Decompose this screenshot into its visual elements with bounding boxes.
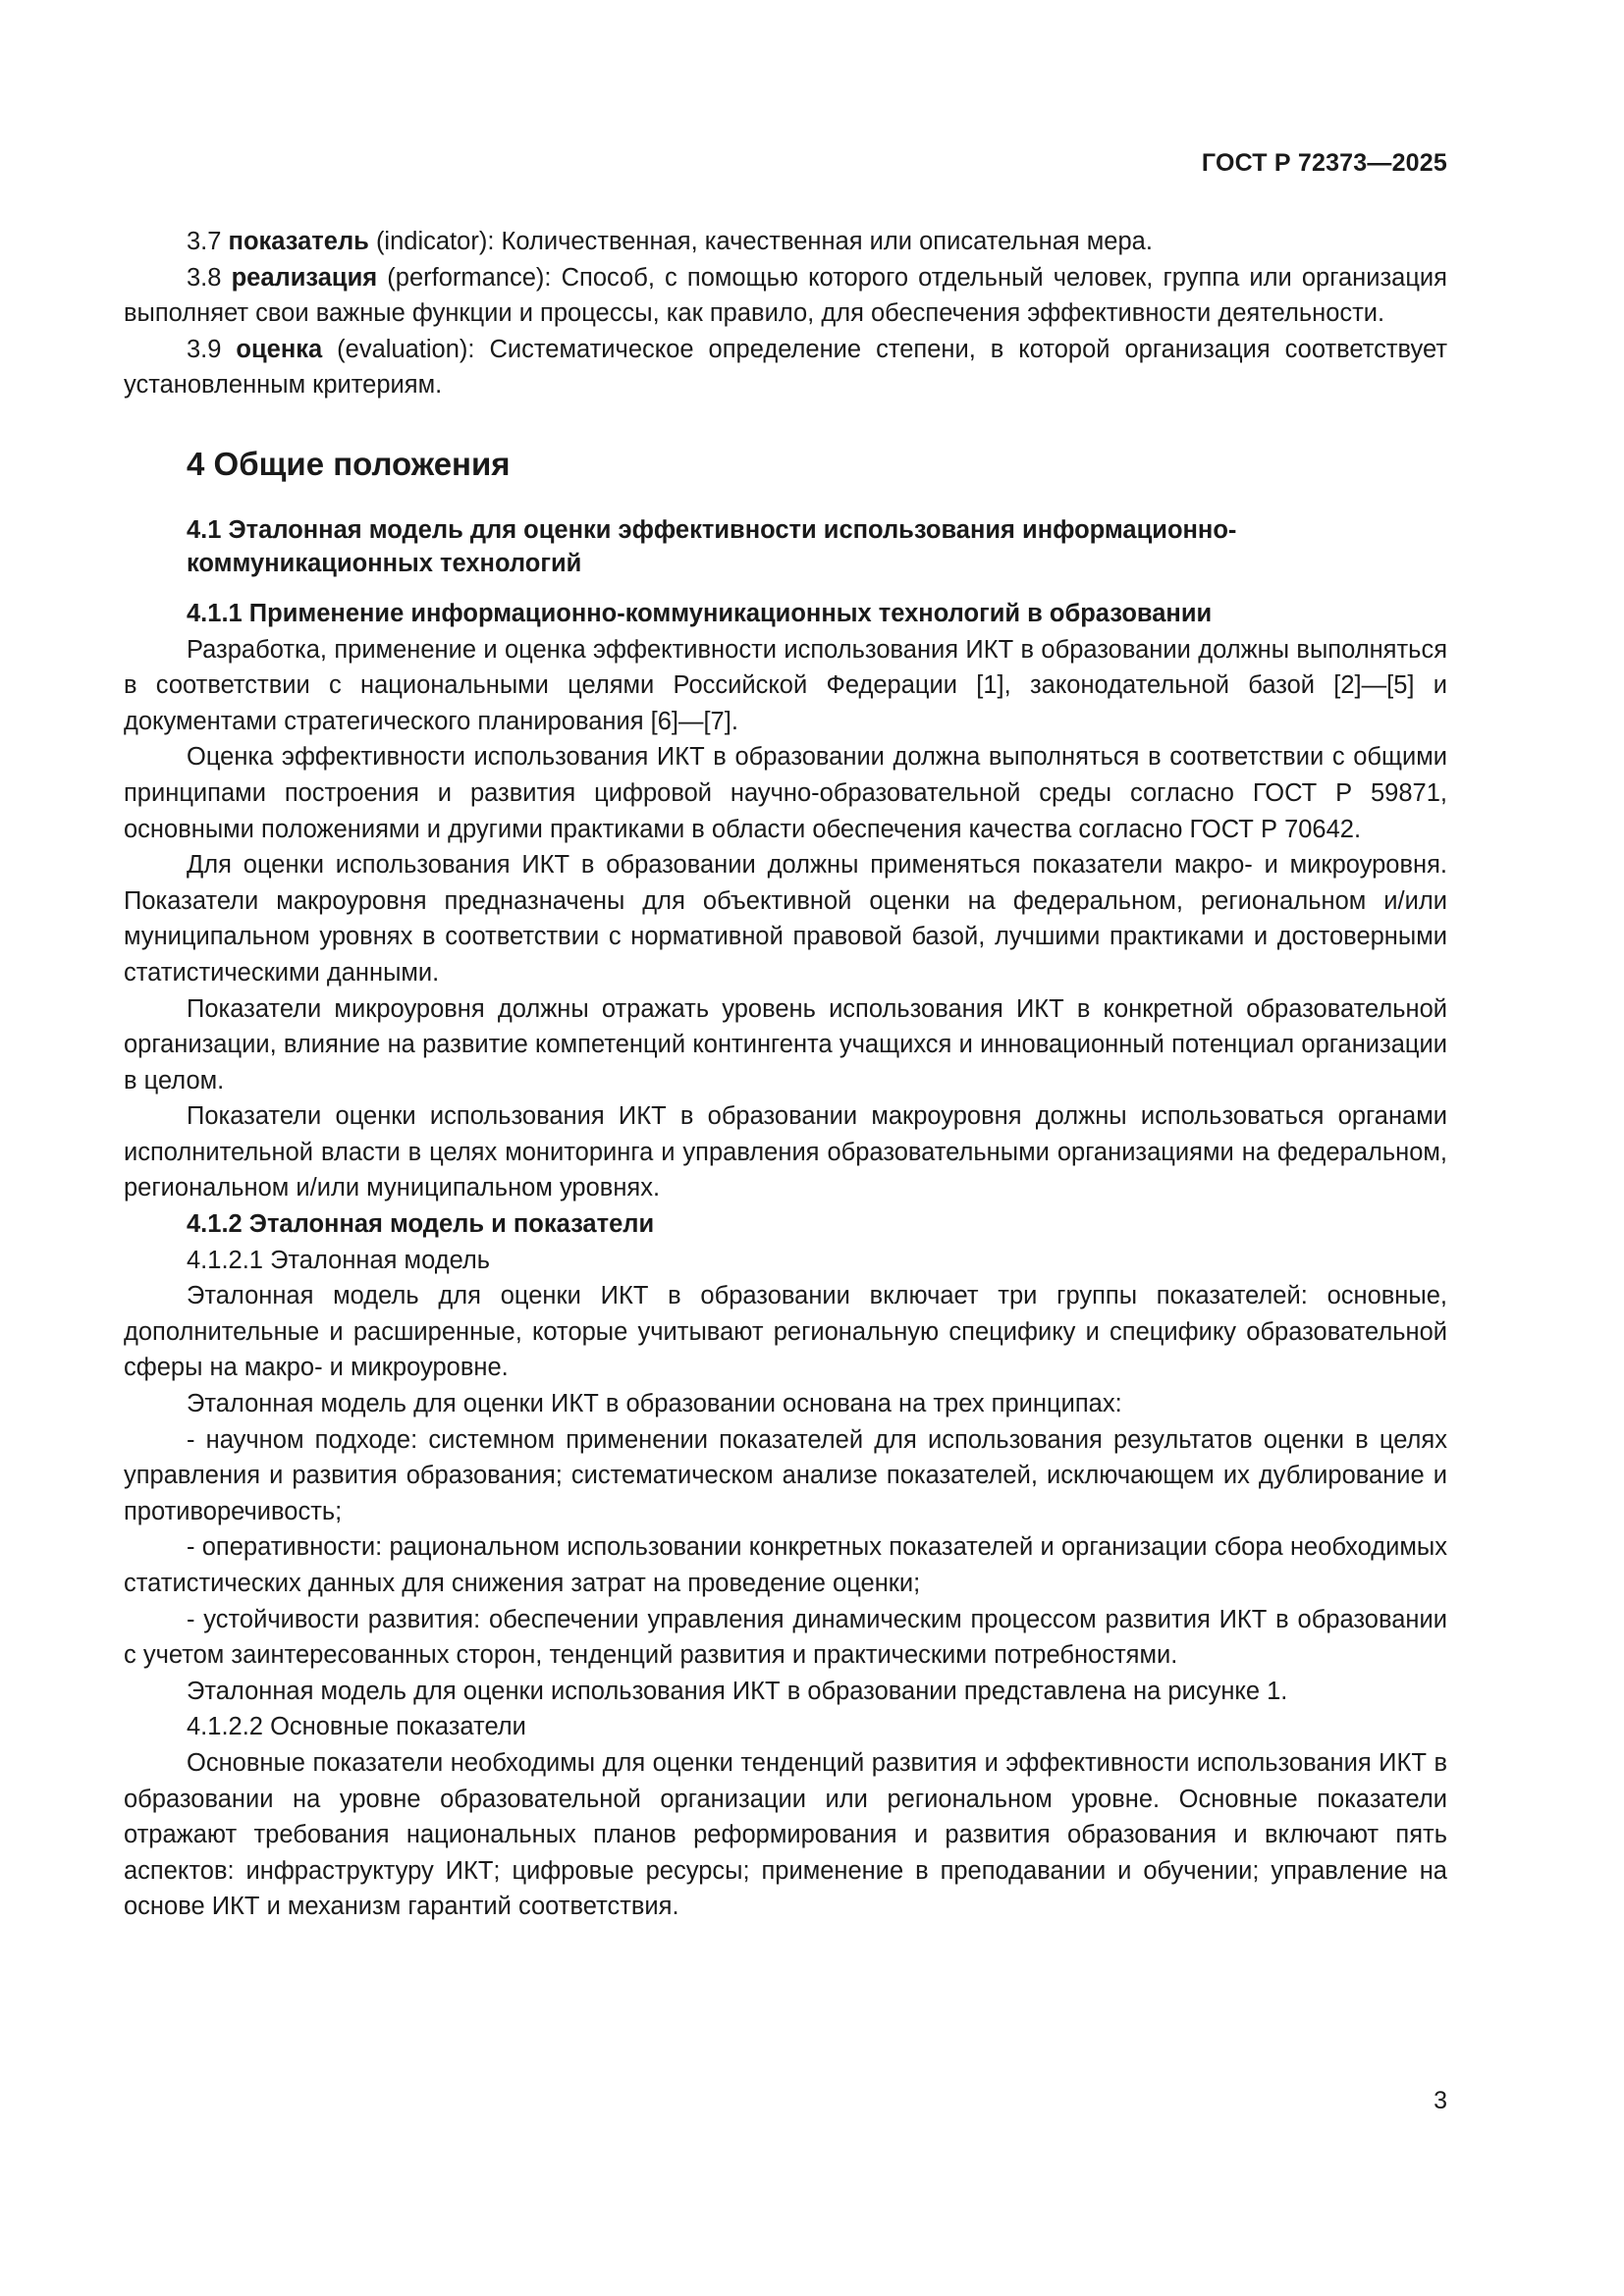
definition-number: 3.8 <box>187 263 222 292</box>
page-number: 3 <box>1434 2087 1447 2114</box>
paragraph: Эталонная модель для оценки ИКТ в образовании основана на трех принципах: <box>187 1390 1122 1418</box>
list-item: - оперативности: рациональном использовании конкретных показателей и организации сбора необходимых статистических данных для снижения затрат на проведение оценки; <box>124 1533 1447 1597</box>
paragraph: Основные показатели необходимы для оценки тенденций развития и эффективности использования ИКТ в образовании на уровне образовательной организации или региональном уровне. Основные показатели отражают требования национальных планов реформирования и развития образования и включают пять аспектов: инфраструктуру ИКТ; цифровые ресурсы; применение в преподавании и обучении; управление на основе ИКТ и механизм гарантий соответствия. <box>124 1748 1447 1921</box>
definition-3-9 <box>124 332 1447 403</box>
definition-term: оценка <box>236 335 323 363</box>
subsection-4-1-1-heading: 4.1.1 Применение информационно-коммуникационных технологий в образовании <box>187 599 1213 627</box>
definition-number: 3.7 <box>187 228 222 255</box>
definition-3-7 <box>124 224 1447 260</box>
definition-english: (indicator) <box>368 228 488 255</box>
subsection-4-1-2-1-heading: 4.1.2.1 Эталонная модель <box>187 1246 491 1274</box>
paragraph: Разработка, применение и оценка эффективности использования ИКТ в образовании должны выполняться в соответствии с национальными целями Российской Федерации [1], законодательной базой [2]—[5] и документами стратегического планирования [6]—[7]. <box>124 635 1447 735</box>
subsection-4-1-2-2-heading: 4.1.2.2 Основные показатели <box>187 1713 526 1741</box>
page-content <box>124 224 1447 1925</box>
document-header: ГОСТ Р 72373—2025 <box>1201 149 1447 177</box>
section-4-heading: 4 Общие положения <box>187 445 511 482</box>
definition-number: 3.9 <box>187 335 222 363</box>
list-item: - устойчивости развития: обеспечении управления динамическим процессом развития ИКТ в образовании с учетом заинтересованных сторон, тенденций развития и практическими потребностями. <box>124 1605 1447 1670</box>
paragraph: Для оценки использования ИКТ в образовании должны применяться показатели макро- и микроуровня. Показатели макроуровня предназначены для объективной оценки на федеральном, региональном и/или муниципальном уровнях в соответствии с нормативной правовой базой, лучшими практиками и достоверными статистическими данными. <box>124 851 1447 987</box>
definition-text: : Систематическое определение степени, в которой организация соответствует установленным критериям. <box>124 335 1447 400</box>
definition-english: (performance) <box>377 263 545 292</box>
paragraph: Показатели микроуровня должны отражать уровень использования ИКТ в конкретной образовательной организации, влияние на развитие компетенций контингента учащихся и инновационный потенциал организации в целом. <box>124 994 1447 1095</box>
paragraph: Показатели оценки использования ИКТ в образовании макроуровня должны использоваться органами исполнительной власти в целях мониторинга и управления образовательными организациями на федеральном, региональном и/или муниципальном уровнях. <box>124 1102 1447 1202</box>
list-item: - научном подходе: системном применении показателей для использования результатов оценки в целях управления и развития образования; систематическом анализе показателей, исключающем их дублирование и противоречивость; <box>124 1425 1447 1525</box>
paragraph: Эталонная модель для оценки ИКТ в образовании включает три группы показателей: основные, дополнительные и расширенные, которые учитывают региональную специфику и специфику образовательной сферы на макро- и микроуровне. <box>124 1282 1447 1382</box>
definition-text: : Способ, с помощью которого отдельный человек, группа или организация выполняет свои важные функции и процессы, как правило, для обеспечения эффективности деятельности. <box>124 263 1447 328</box>
definition-english: (evaluation) <box>322 335 468 363</box>
paragraph: Оценка эффективности использования ИКТ в образовании должна выполняться в соответствии с общими принципами построения и развития цифровой научно-образовательной среды согласно ГОСТ Р 59871, основными положениями и другими практиками в области обеспечения качества согласно ГОСТ Р 70642. <box>124 743 1447 843</box>
subsection-4-1-heading: 4.1 Эталонная модель для оценки эффективности использования информационно-коммуникационных технологий <box>187 515 1237 577</box>
definition-term: показатель <box>228 228 369 255</box>
paragraph: Эталонная модель для оценки использования ИКТ в образовании представлена на рисунке 1. <box>187 1677 1288 1705</box>
definition-term: реализация <box>231 263 378 292</box>
definition-text: : Количественная, качественная или описательная мера. <box>487 228 1153 255</box>
definition-3-8 <box>124 260 1447 332</box>
subsection-4-1-2-heading: 4.1.2 Эталонная модель и показатели <box>187 1210 655 1239</box>
